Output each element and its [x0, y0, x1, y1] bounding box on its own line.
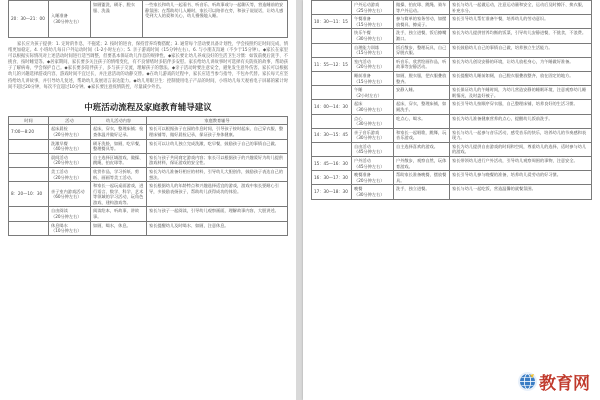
time-cell: 14：00—14：30	[312, 100, 352, 114]
guide-cell: 家长鼓励幼儿自己的事情自己做，培养独立生活能力。	[450, 43, 592, 57]
guide-cell: 家长提醒幼儿及时喝水、如厕，注意休息。	[147, 221, 288, 235]
table-row	[9, 139, 288, 153]
content-cell: 欣赏作品，学习折纸、剪纸、画画等美工活动。	[91, 167, 147, 181]
left-page	[0, 0, 296, 400]
activity-duration: （30分钟左右）	[354, 35, 385, 41]
guide-cell: 家长带领幼儿进行户外活动，引导幼儿观察周围的事物，注意安全。	[450, 157, 592, 171]
activity-duration: （20分钟左右）	[354, 177, 385, 183]
page-title: 中班活动流程及家庭教育辅导建议	[84, 102, 212, 113]
right-page	[303, 0, 600, 400]
activity-name: 自理能力训练	[354, 44, 380, 50]
activity-cell	[352, 43, 394, 57]
activity-duration: （30分钟左右）	[354, 135, 385, 141]
column-header-activity: 活动	[49, 116, 91, 125]
activity-name: 自由活动	[354, 143, 371, 149]
guide-cell: 家长与幼儿一起做运动，注意运动量和安全，运动后及时擦汗、换衣服，补充水分。	[450, 1, 592, 15]
guide-cell: 家长可以根据孩子在园的作息时间，引导孩子按时起床，自己穿衣服，整理床铺等，做好晨检记录，保证孩子身体健康。	[147, 125, 288, 139]
activity-duration: （30分钟左右）	[51, 19, 82, 24]
guide-cell: 家长引导幼儿帮忙准备午餐，培养幼儿的劳动意识。	[450, 15, 592, 29]
content-cell: 听音乐、欣赏绘画作品，听故事等安静活动。	[394, 57, 450, 71]
activity-name: 晚餐准备	[354, 172, 371, 178]
activity-cell	[352, 15, 394, 29]
content-cell: 帮助家长准备晚餐，摆放餐具。	[394, 171, 450, 185]
activity-name: 快乐午餐	[354, 30, 371, 36]
table-row	[312, 15, 592, 29]
column-header-guide: 家庭教育辅导	[147, 116, 288, 125]
table-row	[312, 185, 592, 199]
guide-cell: 家长为幼儿提供自由游戏的时间和空间，尊重幼儿的选择，适时参与幼儿的游戏。	[450, 142, 592, 156]
guide-cell: 一些家长和幼儿一起看书、听音乐、听故事或与一起聊天等，营造睡前的安静氛围；在帮助幼儿入睡时，家长可以陪伴在旁，和孩子说说话，让幼儿感受到大人的爱和关心，幼儿慢慢地入睡。	[143, 1, 288, 38]
content-cell: 阅读绘本，听故事，讲故事。	[91, 207, 147, 221]
content-cell: 自主选择喜欢的游戏。	[394, 142, 450, 156]
table-row	[312, 29, 592, 43]
guide-cell: 家长可以让幼儿独立完成洗漱，吃早餐，鼓励孩子自己的事情自己做。	[147, 139, 288, 153]
table-row	[9, 182, 288, 207]
table-row	[9, 167, 288, 181]
content-cell: 吃点心，喝水。	[394, 114, 450, 128]
activity-duration: （40分钟左右）	[51, 146, 82, 152]
activity-cell	[49, 125, 91, 139]
content-cell: 起床，穿衣，整理床铺，如厕洗手。	[394, 100, 450, 114]
page-gutter	[296, 0, 303, 400]
table-row	[312, 43, 592, 57]
activity-name: 美工活动	[51, 168, 68, 174]
activity-name: 休息喝水	[51, 222, 68, 228]
time-cell	[9, 139, 49, 153]
activity-cell	[352, 128, 394, 142]
time-cell	[312, 142, 352, 156]
activity-cell	[352, 114, 394, 128]
time-cell	[312, 71, 352, 85]
activity-duration: （15分钟左右）	[354, 78, 385, 84]
activity-cell	[352, 185, 394, 199]
time-cell: 11：55—12：15	[312, 57, 352, 71]
activity-cell	[49, 182, 91, 207]
activity-name: 点心	[354, 115, 363, 121]
table-row	[9, 153, 288, 167]
table-row	[312, 1, 592, 15]
guide-cell: 家长根据幼儿的年龄特点和兴趣选择适宜的游戏，游戏中家长要耐心引导，多鼓励表扬孩子，帮助幼儿获得成功的体验。	[147, 182, 288, 207]
activity-name: 晚餐	[354, 186, 363, 192]
activity-name: 洗漱早餐	[51, 140, 68, 146]
activity-duration: （30分钟左右）	[354, 192, 385, 198]
activity-name: 亲子室内游戏活动	[51, 188, 85, 194]
activity-duration: （20分钟左右）	[51, 214, 82, 220]
table-row	[312, 86, 592, 100]
column-header-time: 时间	[9, 116, 49, 125]
table-row	[312, 57, 592, 71]
activity-duration: （30分钟左右）	[354, 106, 385, 112]
activity-duration: （60分钟左右）	[51, 194, 82, 200]
content-cell: 如厕盥洗，刷牙、脱衣服、洗澡	[91, 1, 143, 38]
guide-cell: 家长为幼儿准备健康营养的点心，提醒幼儿饭前洗手。	[450, 114, 592, 128]
guide-cell: 家长为幼儿准备好相应的材料，引导幼儿大胆创作，鼓励孩子表达自己的想法。	[147, 167, 288, 181]
activity-name: 午餐准备	[354, 16, 371, 22]
time-cell	[312, 114, 352, 128]
activity-name: 入睡准备	[51, 13, 68, 19]
time-cell: 16：30—17：30	[312, 171, 352, 185]
activity-duration: （30分钟左右）	[354, 121, 385, 127]
activity-duration: （15分钟左右）	[354, 21, 385, 27]
table-row	[312, 157, 592, 171]
guide-cell: 家长引导幼儿按顺序穿衣服，自己整理床铺，培养良好的生活习惯。	[450, 100, 592, 114]
time-cell	[312, 43, 352, 57]
activity-cell	[352, 100, 394, 114]
activity-duration: （20分钟左右）	[354, 64, 385, 70]
content-cell: 和家长一起唱歌，跳舞，玩音乐游戏。	[394, 128, 450, 142]
time-cell	[9, 153, 49, 167]
activity-duration: （45分钟左右）	[354, 149, 385, 155]
guide-cell: 家长与孩子一起阅读，引导幼儿观察画面，理解故事内容，大胆讲述。	[147, 207, 288, 221]
time-cell: 7:00—8:20	[9, 125, 49, 139]
time-cell: 8：20—10：30	[9, 182, 49, 207]
time-cell	[9, 207, 49, 221]
content-cell: 自主选择区域游戏，做操、跳绳、拍皮球等。	[91, 153, 147, 167]
site-watermark	[518, 369, 590, 394]
time-cell	[312, 86, 352, 100]
activity-duration: （2小时左右）	[354, 92, 382, 98]
content-cell: 洗手，独立进餐，饭后擦嘴漱口。	[394, 29, 450, 43]
body-paragraph: 家长应为孩子提供：1. 定时的作息，不拖延；2. 按时的进食，保持营养均衡搭配；3. 通常每个活动要具备计划性，学会按照约定时间完成，情绪更加稳定。4. 小班幼儿每日户外运动时间（1-2小时左右）；5. 亲子游戏时间（15分钟左右）。6. 与小朋友沟通（不少于15分钟）。◆家长在家里可以根据实际情况对上述活动时间进行适当调整，但要基本保证幼儿作息的规律性。◆家长要让幼儿养成良好的生活卫生习惯：如饭前便后洗手、不挑食、按时睡觉等。◆居家期间，家长要多关注孩子的情绪变化，有不良情绪时多陪伴多安慰。家长给幼儿讲故事时可选择有关防疫的故事，帮助孩子了解病毒，学会保护自己。◆家长要多陪伴孩子，多与孩子交流，理解孩子的想法。◆亲子活动时要注意安全，避免发生意外伤害。家长可以根据幼儿的兴趣选择游戏内容，游戏时间不宜过长，并注意活动的动静交替。◆在幼儿游戏的过程中，家长应适当参与指导，不包办代替。家长每天应坚持给幼儿讲故事，并引导幼儿复述，帮助幼儿发展语言表达能力。◆幼儿用眼卫生：控制使用电子产品的时间，小班幼儿每天观看电子屏幕的累计时间不超过20分钟，每次不宜超过10分钟。◆家长要注意疫情防控，尽量减少外出。	[8, 42, 288, 90]
content-cell: 刷牙洗脸，如厕，吃早餐，整理餐具等。	[91, 139, 147, 153]
activity-name: 起床晨检	[51, 126, 68, 132]
time-cell: 17：30—18：30	[312, 185, 352, 199]
activity-name: 午睡	[354, 87, 363, 93]
activity-cell	[49, 207, 91, 221]
guide-cell: 家长为幼儿创设安静的环境，让幼儿放松身心，为午睡做好准备。	[450, 57, 592, 71]
time-cell: 10：30—11：15	[312, 15, 352, 29]
table-row	[9, 1, 288, 38]
activity-cell	[49, 1, 91, 38]
activity-cell	[352, 29, 394, 43]
activity-name: 户外运动游戏	[354, 2, 380, 7]
activity-duration: （20分钟左右）	[51, 160, 82, 166]
time-cell: 20：30—21：00	[9, 1, 49, 38]
activity-cell	[352, 86, 394, 100]
globe-logo-icon	[518, 372, 537, 391]
activity-duration: （10分钟左右）	[51, 228, 82, 234]
activity-duration: （20分钟左右）	[51, 131, 82, 137]
table-row	[312, 128, 592, 142]
time-cell	[312, 29, 352, 43]
table-row	[9, 125, 288, 139]
guide-cell: 家长引导幼儿参与晚餐的准备，培养幼儿爱劳动的好习惯。	[450, 171, 592, 185]
guide-cell: 家长为幼儿提供营养均衡的饭菜，引导幼儿安静进餐，不挑食，不浪费。	[450, 29, 592, 43]
activity-cell	[49, 167, 91, 181]
content-cell: 饭后散步，整理玩具，自己穿脱衣服。	[394, 43, 450, 57]
activity-duration: （45分钟左右）	[354, 163, 385, 169]
activity-name: 室内活动	[354, 58, 371, 64]
content-cell: 做操、拍皮球、跳绳、骑车等户外运动。	[394, 1, 450, 15]
content-cell: 如厕，喝水，休息。	[91, 221, 147, 235]
time-cell	[312, 1, 352, 15]
time-cell: 15：45—16：30	[312, 157, 352, 171]
table-row	[9, 221, 288, 235]
activity-duration: （20分钟左右）	[51, 174, 82, 180]
table-row	[9, 207, 288, 221]
table-row	[312, 100, 592, 114]
time-cell: 14：30—15：45	[312, 128, 352, 142]
table-row	[312, 171, 592, 185]
table-row	[312, 114, 592, 128]
watermark-text: 教育网	[539, 374, 590, 394]
activity-cell	[49, 139, 91, 153]
table-row	[312, 71, 592, 85]
activity-cell	[49, 221, 91, 235]
table-header-row	[9, 116, 288, 125]
column-header-content: 幼儿活动内容	[91, 116, 147, 125]
activity-cell	[352, 171, 394, 185]
activity-name: 户外活动	[354, 158, 371, 164]
schedule-table	[8, 116, 288, 236]
guide-cell: 家长提醒幼儿睡前如厕，自己脱衣服叠放整齐，放在固定的地方。	[450, 71, 592, 85]
guide-cell: 家长与幼儿一起吃饭，营造温馨的就餐氛围。	[450, 185, 592, 199]
content-cell: 和家长一起玩桌面游戏，进行语言、数学、科学、艺术等领域的学习活动，玩角色游戏、建构游戏等。	[91, 182, 147, 207]
activity-cell	[352, 57, 394, 71]
content-cell: 如厕，脱衣服，把衣服叠放整齐。	[394, 71, 450, 85]
top-schedule-table	[8, 0, 288, 38]
time-cell	[9, 221, 49, 235]
activity-name: 睡前准备	[354, 72, 371, 78]
activity-cell	[352, 142, 394, 156]
activity-name: 晨间活动	[51, 154, 68, 160]
content-cell: 安静入睡。	[394, 86, 450, 100]
guide-cell: 家长保证幼儿的午睡时间，为幼儿营造安静的睡眠环境，注意观察幼儿睡眠情况，及时盖好被子。	[450, 86, 592, 100]
activity-cell	[352, 71, 394, 85]
table-row	[312, 142, 592, 156]
time-cell	[9, 167, 49, 181]
content-cell: 户外散步，观察自然，玩体育游戏。	[394, 157, 450, 171]
right-schedule-table	[311, 0, 592, 200]
activity-duration: （15分钟左右）	[354, 50, 385, 56]
activity-name: 自由阅读	[51, 208, 68, 214]
activity-name: 起床	[354, 101, 363, 107]
content-cell: 洗手，独立进餐。	[394, 185, 450, 199]
activity-cell	[49, 153, 91, 167]
content-cell: 起床，穿衣，整理床铺；检查体温并做好记录。	[91, 125, 147, 139]
guide-cell: 家长与幼儿一起参与音乐活动，感受音乐的快乐，培养幼儿的节奏感和表现力。	[450, 128, 592, 142]
activity-duration: （25分钟左右）	[354, 7, 385, 13]
guide-cell: 家长与孩子共同商定游戏内容；家长可以根据孩子的兴趣爱好为幼儿提供游戏材料，保证游戏的安全性。	[147, 153, 288, 167]
activity-name: 亲子音乐游戏	[354, 129, 380, 135]
activity-cell	[352, 1, 394, 15]
content-cell: 参与简单的家务劳动，如摆放餐具、擦桌子。	[394, 15, 450, 29]
activity-cell	[352, 157, 394, 171]
